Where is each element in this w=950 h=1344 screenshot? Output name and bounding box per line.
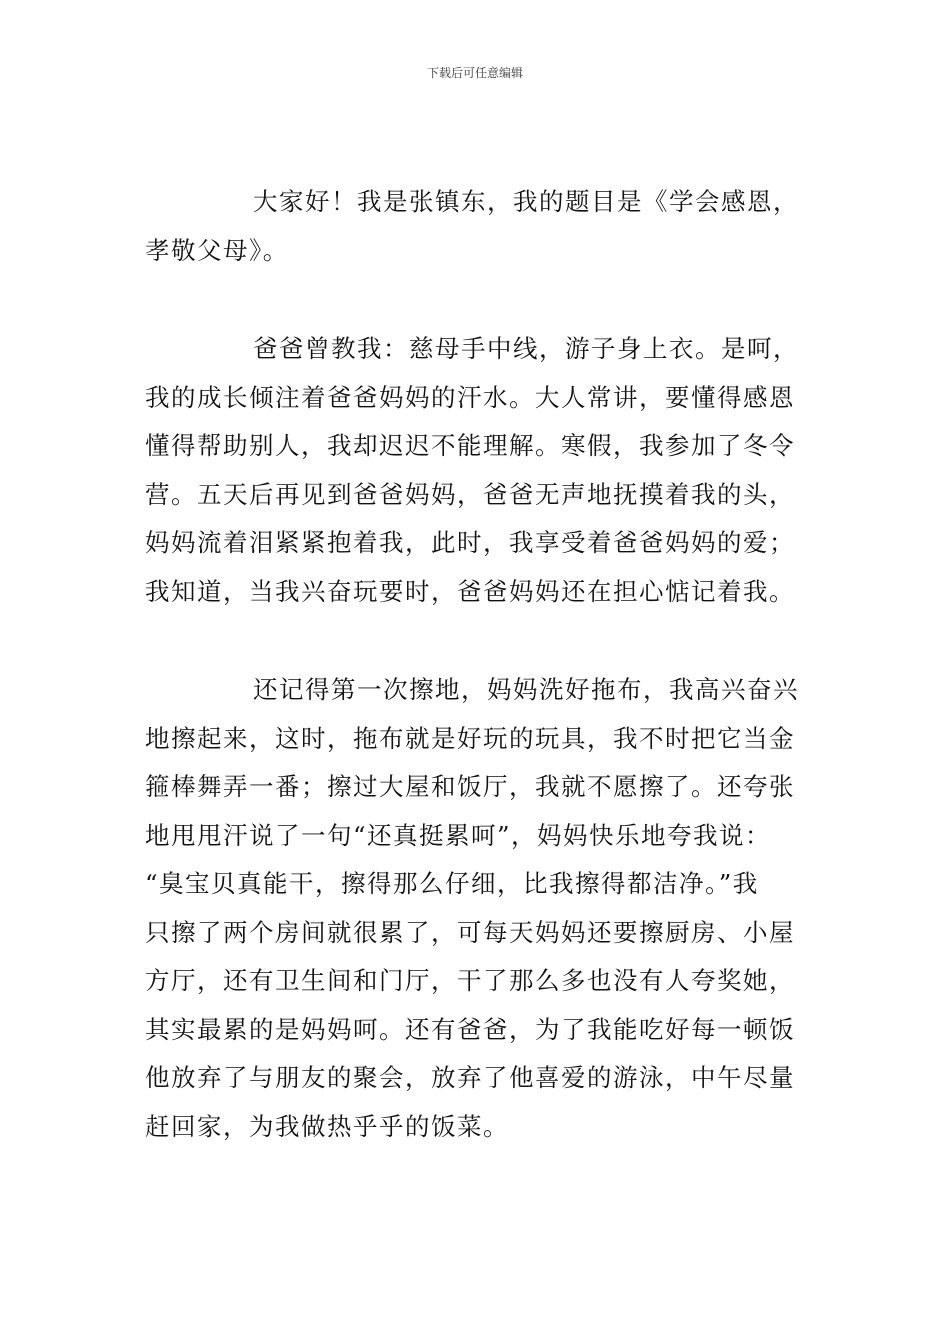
text-line: 大家好！我是张镇东，我的题目是《学会感恩，	[253, 187, 799, 216]
text-line: “臭宝贝真能干，擦得那么仔细，比我擦得都洁净。”我	[145, 869, 759, 898]
text-line: 方厅，还有卫生间和门厅，干了那么多也没有人夸奖她，	[145, 966, 795, 995]
page-header: 下载后可任意编辑	[426, 66, 523, 80]
paragraph-greeting	[145, 178, 810, 275]
text-line: 其实最累的是妈妈呵。还有爸爸，为了我能吃好每一顿饭	[145, 1014, 795, 1044]
text-line: 我知道，当我兴奋玩要时，爸爸妈妈还在担心惦记着我。	[145, 576, 795, 606]
text-line: 只擦了两个房间就很累了，可每天妈妈还要擦厨房、小屋	[145, 917, 795, 947]
paragraph-mopping	[145, 666, 810, 1151]
text-line: 孝敬父母》。	[145, 235, 289, 265]
text-line: 赶回家，为我做热乎乎的饭菜。	[145, 1111, 509, 1141]
text-line: 还记得第一次擦地，妈妈洗好拖布，我高兴奋兴	[253, 675, 799, 704]
paragraph-gap	[145, 616, 810, 666]
paragraph-winter-camp	[145, 325, 810, 616]
text-line: 他放弃了与朋友的聚会，放弃了他喜爱的游泳，中午尽量	[145, 1063, 795, 1092]
paragraph-gap	[145, 275, 810, 325]
text-line: 营。五天后再见到爸爸妈妈，爸爸无声地抚摸着我的头，	[145, 479, 795, 509]
text-line: 妈妈流着泪紧紧抱着我，此时，我享受着爸爸妈妈的爱；	[145, 528, 795, 557]
text-line: 爸爸曾教我：慈母手中线，游子身上衣。是呵，	[253, 334, 799, 363]
text-line: 懂得帮助别人，我却迟迟不能理解。寒假，我参加了冬令	[145, 431, 795, 460]
text-line: 箍棒舞弄一番；擦过大屋和饭厅，我就不愿擦了。还夸张	[145, 772, 795, 801]
text-line: 我的成长倾注着爸爸妈妈的汗水。大人常讲，要懂得感恩	[145, 382, 795, 412]
text-line: 地擦起来，这时，拖布就是好玩的玩具，我不时把它当金	[145, 723, 795, 753]
text-line: 地甩甩汗说了一句“还真挺累呵”，妈妈快乐地夸我说：	[145, 820, 772, 850]
document-body	[145, 178, 810, 1151]
